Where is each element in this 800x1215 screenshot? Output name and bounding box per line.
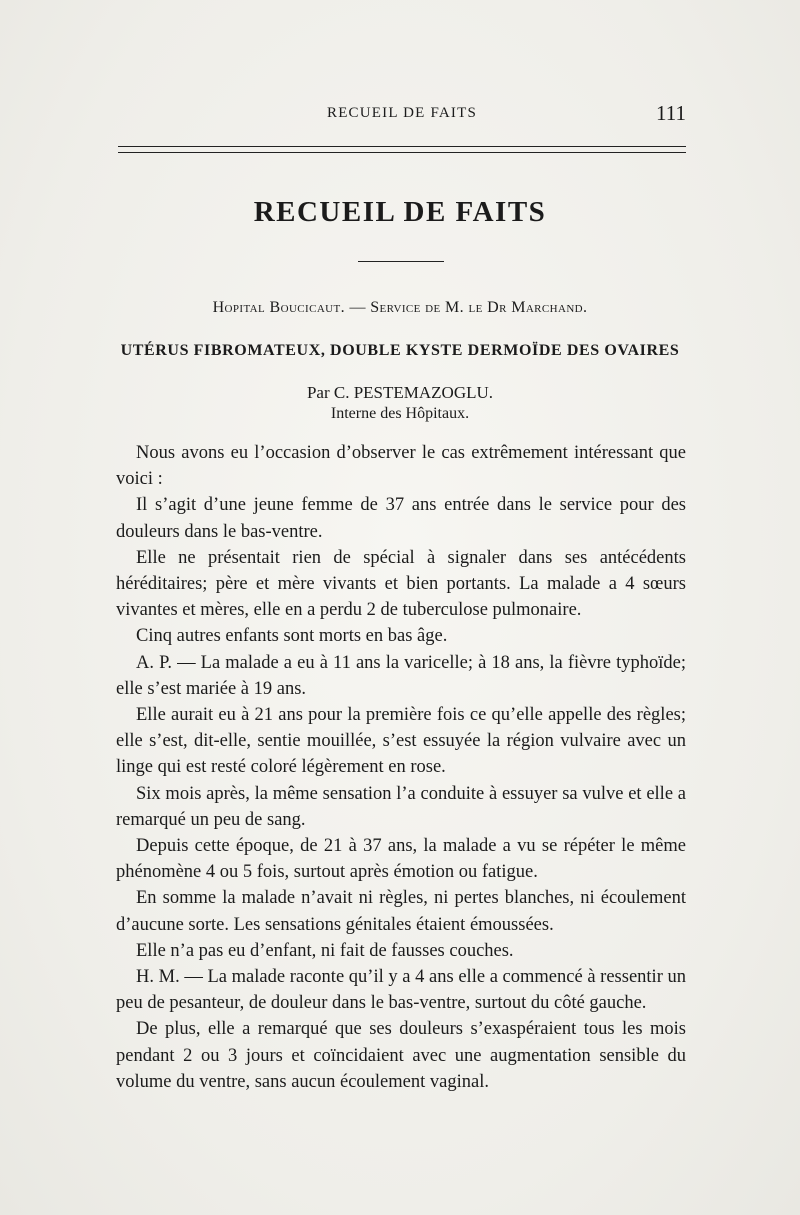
paragraph: Elle aurait eu à 21 ans pour la première fois ce qu’elle appelle des règles; elle s’est, dit-elle, sentie mouillée, s’est essuyée la région vulvaire avec un linge qui est resté coloré légèrement en rose. bbox=[116, 705, 686, 778]
page-number: 111 bbox=[656, 101, 686, 125]
author-affiliation: Interne des Hôpitaux. bbox=[330, 405, 470, 422]
paragraph: Elle n’a pas eu d’enfant, ni fait de fausses couches. bbox=[136, 940, 514, 961]
paragraph: Elle ne présentait rien de spécial à signaler dans ses antécédents héréditaires; père et mère vivants et bien portants. La malade a 4 sœurs vivantes et mères, elle en a perdu 2 de tuberculose pulmonaire. bbox=[116, 547, 686, 621]
paragraph: Depuis cette époque, de 21 à 37 ans, la malade a vu se répéter le même phénomène 4 ou 5 fois, surtout après émotion ou fatigue. bbox=[116, 836, 686, 883]
header-rule-top bbox=[118, 146, 686, 147]
paragraph: A. P. — La malade a eu à 11 ans la varicelle; à 18 ans, la fièvre typhoïde; elle s’est mariée à 19 ans. bbox=[116, 652, 686, 699]
section-title: RECUEIL DE FAITS bbox=[253, 196, 547, 228]
paragraph: Nous avons eu l’occasion d’observer le cas extrêmement intéressant que voici : bbox=[116, 443, 686, 490]
paragraph: Il s’agit d’une jeune femme de 37 ans entrée dans le service pour des douleurs dans le bas-ventre. bbox=[116, 495, 686, 542]
paragraph: Cinq autres enfants sont morts en bas âge. bbox=[136, 626, 448, 647]
title-divider bbox=[358, 261, 444, 262]
header-rule-bottom bbox=[118, 152, 686, 153]
paragraph: H. M. — La malade raconte qu’il y a 4 ans elle a commencé à ressentir un peu de pesanteur, de douleur dans le bas-ventre, surtout du côté gauche. bbox=[116, 967, 686, 1014]
paragraph: Six mois après, la même sensation l’a conduite à essuyer sa vulve et elle a remarqué un peu de sang. bbox=[116, 783, 686, 830]
article-title: UTÉRUS FIBROMATEUX, DOUBLE KYSTE DERMOÏDE DES OVAIRES bbox=[120, 342, 680, 359]
article-body bbox=[116, 440, 686, 1095]
hospital-line: Hopital Boucicaut. — Service de M. le Dr Marchand. bbox=[212, 299, 588, 316]
paragraph: En somme la malade n’avait ni règles, ni pertes blanches, ni écoulement d’aucune sorte. Les sensations génitales étaient émoussées. bbox=[116, 888, 686, 935]
paragraph: De plus, elle a remarqué que ses douleurs s’exaspéraient tous les mois pendant 2 ou 3 jours et coïncidaient avec une augmentation sensible du volume du ventre, sans aucun écoulement vaginal. bbox=[116, 1019, 686, 1092]
running-head-title: RECUEIL DE FAITS bbox=[326, 105, 478, 121]
author-line: Par C. PESTEMAZOGLU. bbox=[306, 383, 494, 402]
running-head bbox=[118, 103, 686, 127]
